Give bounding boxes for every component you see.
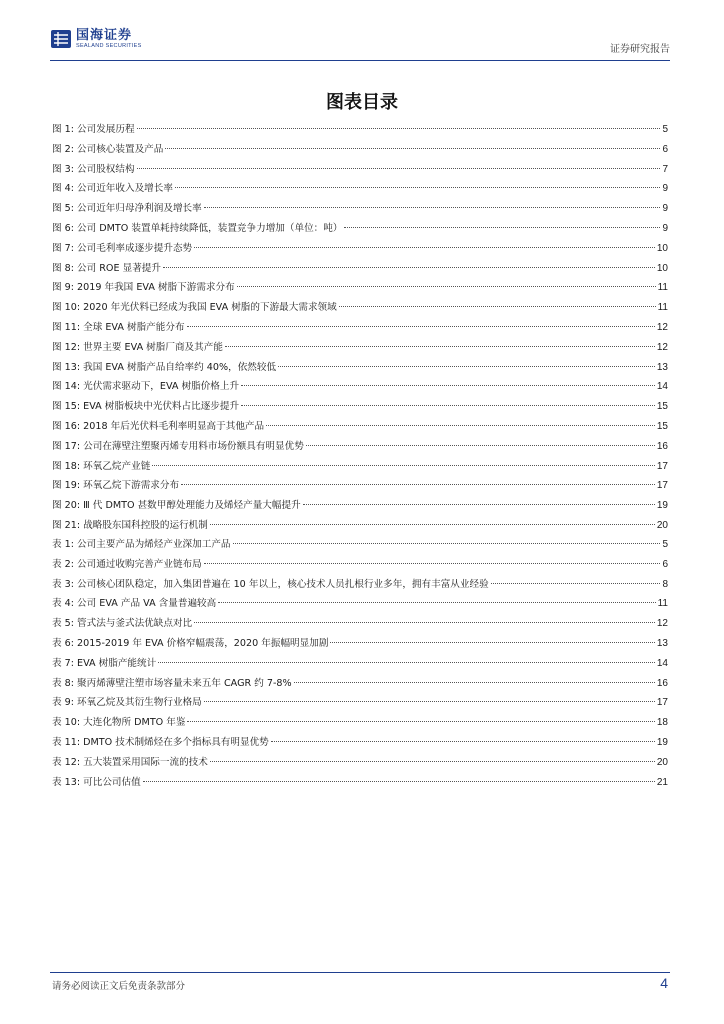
figure-entry[interactable]	[52, 418, 668, 438]
table-entry[interactable]	[52, 655, 668, 675]
figure-entry-page: 10	[656, 242, 668, 254]
sealand-logo-icon	[50, 28, 72, 50]
dot-leader	[175, 186, 660, 188]
figure-entry-label: 图 3: 公司股权结构	[52, 163, 135, 175]
page-number: 4	[660, 975, 668, 991]
table-entry-label: 表 5: 管式法与釜式法优缺点对比	[52, 618, 193, 630]
table-entry-label: 表 3: 公司核心团队稳定，加入集团普遍在 10 年以上，核心技术人员扎根行业多年，拥有丰富从业经验	[52, 578, 489, 590]
figure-entry[interactable]	[52, 220, 668, 240]
dot-leader	[143, 780, 655, 782]
figure-entry-label: 图 8: 公司 ROE 显著提升	[52, 262, 161, 274]
figure-entry-label: 图 10: 2020 年光伏料已经成为我国 EVA 树脂的下游最大需求领域	[52, 302, 337, 314]
table-entry[interactable]	[52, 595, 668, 615]
table-entry-page: 18	[656, 717, 668, 729]
figure-entry-page: 12	[656, 341, 668, 353]
table-entry-page: 14	[656, 657, 668, 669]
dot-leader	[194, 621, 655, 623]
dot-leader	[303, 503, 655, 505]
table-entry-label: 表 10: 大连化物所 DMTO 年鉴	[52, 717, 186, 729]
figure-entry-page: 9	[662, 203, 668, 215]
figure-entry-page: 11	[657, 302, 668, 314]
figure-entry-page: 15	[656, 401, 668, 413]
table-entry[interactable]	[52, 536, 668, 556]
figure-entry-page: 7	[662, 163, 668, 175]
dot-leader	[339, 305, 656, 307]
company-logo	[50, 28, 142, 50]
figure-entry-page: 12	[656, 321, 668, 333]
figure-entry-page: 10	[656, 262, 668, 274]
table-entry-label: 表 11: DMTO 技术制烯烃在多个指标具有明显优势	[52, 736, 269, 748]
figure-entry[interactable]	[52, 477, 668, 497]
logo-english-name: SEALAND SECURITIES	[76, 42, 142, 49]
dot-leader	[266, 424, 655, 426]
figure-entry[interactable]	[52, 517, 668, 537]
table-entry-page: 5	[662, 539, 668, 550]
figure-entry[interactable]	[52, 497, 668, 517]
page-title: 图表目录	[326, 92, 398, 113]
figure-entry[interactable]	[52, 458, 668, 478]
table-entry-page: 17	[656, 697, 668, 709]
figure-entry[interactable]	[52, 180, 668, 200]
table-entry-page: 20	[656, 756, 668, 768]
figure-entry-label: 图 2: 公司核心装置及产品	[52, 143, 164, 155]
figure-entry-label: 图 15: EVA 树脂板块中光伏料占比逐步提升	[52, 401, 240, 413]
disclaimer-note: 请务必阅读正文后免责条款部分	[52, 981, 186, 992]
table-entry-label: 表 9: 环氧乙烷及其衍生物行业格局	[52, 697, 202, 709]
figure-entry-page: 15	[656, 420, 668, 432]
figure-entry-page: 11	[657, 282, 668, 294]
report-type-label: 证券研究报告	[610, 44, 670, 55]
table-entry-label: 表 12: 五大装置采用国际一流的技术	[52, 756, 208, 768]
figure-entry[interactable]	[52, 359, 668, 379]
dot-leader	[218, 601, 655, 603]
table-entry-page: 8	[662, 578, 668, 590]
figure-entry[interactable]	[52, 299, 668, 319]
dot-leader	[225, 345, 655, 347]
figure-entry-page: 19	[656, 500, 668, 512]
figure-list	[52, 121, 668, 537]
figure-entry-page: 13	[656, 361, 668, 373]
dot-leader	[187, 325, 655, 327]
figure-entry[interactable]	[52, 438, 668, 458]
dot-leader	[344, 226, 660, 228]
dot-leader	[306, 444, 655, 446]
figure-entry-page: 17	[656, 480, 668, 492]
figure-entry[interactable]	[52, 378, 668, 398]
table-entry-label: 表 4: 公司 EVA 产品 VA 含量普遍较高	[52, 598, 217, 610]
table-entry[interactable]	[52, 754, 668, 774]
dot-leader	[241, 404, 655, 406]
dot-leader	[233, 542, 661, 544]
dot-leader	[491, 582, 661, 584]
figure-entry-label: 图 6: 公司 DMTO 装置单耗持续降低，装置竞争力增加（单位：吨）	[52, 222, 343, 234]
figure-entry-page: 9	[662, 183, 668, 195]
dot-leader	[137, 167, 661, 169]
table-entry[interactable]	[52, 615, 668, 635]
table-entry[interactable]	[52, 734, 668, 754]
table-entry[interactable]	[52, 774, 668, 794]
table-entry-label: 表 6: 2015-2019 年 EVA 价格窄幅震荡，2020 年振幅明显加剧	[52, 637, 329, 649]
dot-leader	[210, 523, 655, 525]
figure-entry-label: 图 11: 全球 EVA 树脂产能分布	[52, 321, 185, 333]
dot-leader	[187, 720, 654, 722]
figure-entry-label: 图 12: 世界主要 EVA 树脂厂商及其产能	[52, 341, 223, 353]
table-entry-page: 21	[656, 776, 668, 788]
figure-entry-page: 5	[662, 124, 668, 135]
table-entry[interactable]	[52, 675, 668, 695]
figure-entry[interactable]	[52, 200, 668, 220]
table-entry[interactable]	[52, 714, 668, 734]
table-entry[interactable]	[52, 576, 668, 596]
figure-entry-label: 图 9: 2019 年我国 EVA 树脂下游需求分布	[52, 282, 235, 294]
dot-leader	[204, 206, 661, 208]
figure-entry[interactable]	[52, 260, 668, 280]
dot-leader	[137, 127, 661, 129]
figure-entry-label: 图 4: 公司近年收入及增长率	[52, 183, 173, 195]
table-entry-label: 表 2: 公司通过收购完善产业链布局	[52, 558, 202, 570]
dot-leader	[158, 661, 655, 663]
figure-entry-page: 9	[662, 222, 668, 234]
figure-entry-page: 20	[656, 519, 668, 531]
table-entry-page: 13	[656, 637, 668, 649]
dot-leader	[294, 681, 655, 683]
table-entry-label: 表 7: EVA 树脂产能统计	[52, 657, 157, 669]
dot-leader	[165, 147, 660, 149]
dot-leader	[271, 740, 655, 742]
dot-leader	[204, 700, 655, 702]
figure-entry-label: 图 13: 我国 EVA 树脂产品自给率约 40%，依然较低	[52, 361, 277, 373]
dot-leader	[163, 266, 655, 268]
figure-entry-label: 图 21: 战略股东国科控股的运行机制	[52, 519, 208, 531]
dot-leader	[181, 483, 655, 485]
table-entry-label: 表 8: 聚丙烯薄壁注塑市场容量未来五年 CAGR 约 7-8%	[52, 677, 292, 689]
figure-entry-label: 图 19: 环氧乙烷下游需求分布	[52, 480, 180, 492]
table-list	[52, 536, 668, 793]
figure-entry-label: 图 16: 2018 年后光伏料毛利率明显高于其他产品	[52, 420, 265, 432]
figure-entry-page: 14	[656, 381, 668, 393]
table-entry-page: 19	[656, 736, 668, 748]
table-entry-page: 12	[656, 618, 668, 630]
header-divider	[50, 60, 670, 61]
table-entry[interactable]	[52, 556, 668, 576]
footer-divider	[50, 972, 670, 973]
figure-entry[interactable]	[52, 398, 668, 418]
figure-entry[interactable]	[52, 279, 668, 299]
figure-entry[interactable]	[52, 121, 668, 141]
figure-entry-label: 图 18: 环氧乙烷产业链	[52, 460, 151, 472]
dot-leader	[237, 285, 656, 287]
table-entry[interactable]	[52, 635, 668, 655]
figure-entry[interactable]	[52, 339, 668, 359]
figure-entry-label: 图 17: 公司在薄壁注塑聚丙烯专用料市场份额具有明显优势	[52, 440, 304, 452]
table-entry-page: 6	[662, 558, 668, 570]
figure-entry[interactable]	[52, 141, 668, 161]
figure-entry-label: 图 20: Ⅲ 代 DMTO 甚数甲醇处理能力及烯烃产量大幅提升	[52, 500, 301, 512]
logo-chinese-name: 国海证券	[76, 27, 133, 43]
figure-entry-page: 17	[656, 460, 668, 472]
figure-entry[interactable]	[52, 319, 668, 339]
figure-entry-page: 6	[662, 143, 668, 155]
dot-leader	[330, 641, 654, 643]
dot-leader	[210, 760, 655, 762]
dot-leader	[204, 562, 661, 564]
figure-entry[interactable]	[52, 161, 668, 181]
figure-entry-label: 图 14: 光伏需求驱动下，EVA 树脂价格上升	[52, 381, 240, 393]
figure-entry-label: 图 5: 公司近年归母净利润及增长率	[52, 203, 202, 215]
table-entry-label: 表 13: 可比公司估值	[52, 776, 141, 788]
table-entry[interactable]	[52, 694, 668, 714]
figure-entry-page: 16	[656, 440, 668, 452]
dot-leader	[241, 384, 655, 386]
dot-leader	[152, 464, 655, 466]
figure-entry-label: 图 7: 公司毛利率成逐步提升态势	[52, 242, 193, 254]
page-header	[50, 28, 670, 60]
table-entry-page: 11	[657, 598, 668, 610]
figure-entry-label: 图 1: 公司发展历程	[52, 124, 135, 135]
dot-leader	[194, 246, 655, 248]
figure-entry[interactable]	[52, 240, 668, 260]
table-entry-page: 16	[656, 677, 668, 689]
table-entry-label: 表 1: 公司主要产品为烯烃产业深加工产品	[52, 539, 231, 550]
dot-leader	[278, 365, 655, 367]
